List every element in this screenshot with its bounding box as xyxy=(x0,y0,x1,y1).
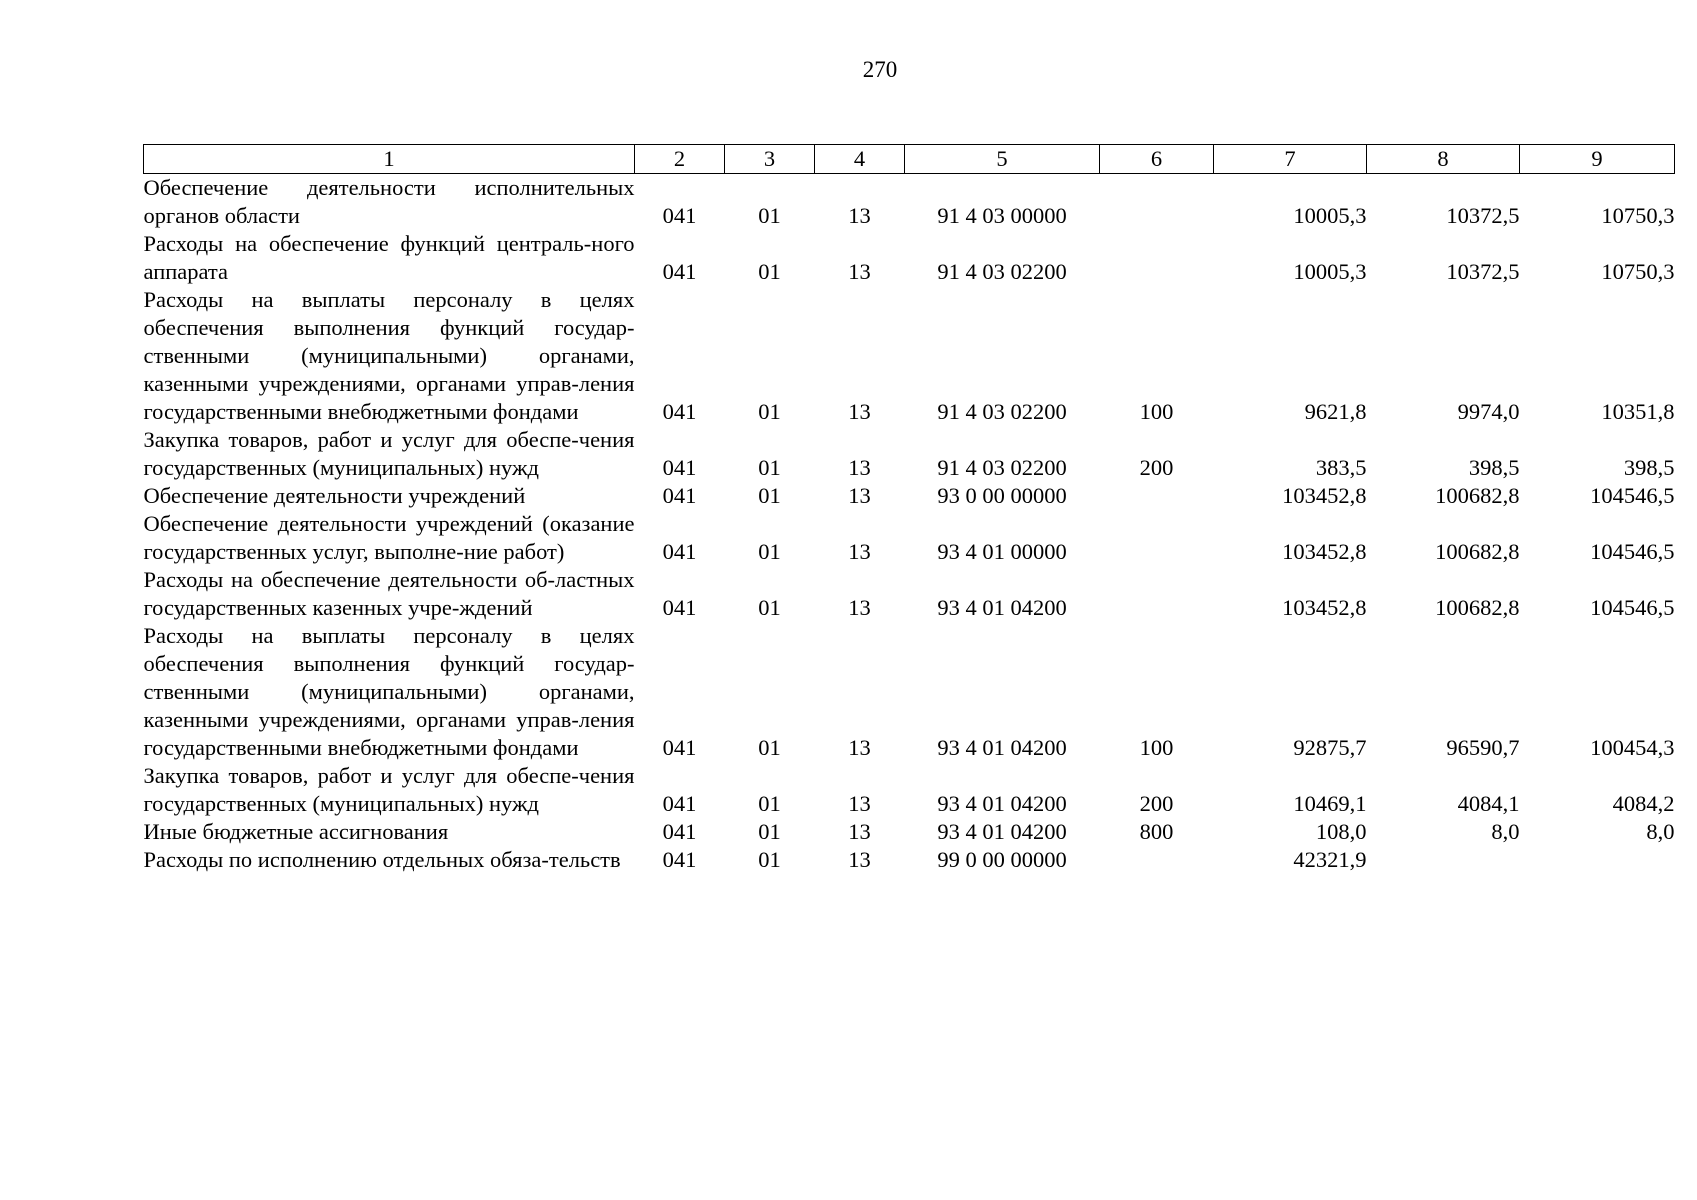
cell-col-7: 103452,8 xyxy=(1282,483,1367,508)
header-col-3: 3 xyxy=(725,145,815,174)
cell-col-4: 13 xyxy=(848,819,871,844)
cell-col-3: 01 xyxy=(758,595,781,620)
cell-col-3: 01 xyxy=(758,259,781,284)
cell-col-9: 8,0 xyxy=(1646,819,1675,844)
cell-col-2: 041 xyxy=(662,259,697,284)
cell-col-8: 8,0 xyxy=(1491,819,1520,844)
cell-col-5: 93 4 01 04200 xyxy=(937,595,1067,620)
cell-col-9: 104546,5 xyxy=(1590,539,1675,564)
cell-col-6 xyxy=(1100,174,1214,231)
cell-col-9 xyxy=(1520,846,1675,874)
cell-col-5: 93 4 01 04200 xyxy=(937,735,1067,760)
row-name: Иные бюджетные ассигнования xyxy=(143,819,449,844)
cell-col-3: 01 xyxy=(758,735,781,760)
cell-col-2: 041 xyxy=(662,791,697,816)
header-col-5: 5 xyxy=(905,145,1100,174)
row-name: Расходы на обеспечение деятельности об-ластных государственных казенных учре-ждений xyxy=(143,567,635,620)
cell-col-4: 13 xyxy=(848,483,871,508)
header-col-4: 4 xyxy=(815,145,905,174)
cell-col-9: 100454,3 xyxy=(1590,735,1675,760)
cell-col-8: 100682,8 xyxy=(1435,539,1520,564)
cell-col-7: 383,5 xyxy=(1315,455,1367,480)
cell-col-9: 104546,5 xyxy=(1590,595,1675,620)
cell-col-4: 13 xyxy=(848,847,871,872)
cell-col-8: 100682,8 xyxy=(1435,483,1520,508)
cell-col-8 xyxy=(1367,846,1520,874)
cell-col-4: 13 xyxy=(848,399,871,424)
cell-col-9: 10750,3 xyxy=(1601,259,1675,284)
budget-table xyxy=(143,144,1675,874)
table-body xyxy=(144,174,1675,875)
cell-col-8: 9974,0 xyxy=(1457,399,1520,424)
cell-col-3: 01 xyxy=(758,483,781,508)
cell-col-7: 92875,7 xyxy=(1293,735,1367,760)
cell-col-9: 10351,8 xyxy=(1601,399,1675,424)
cell-col-2: 041 xyxy=(662,399,697,424)
cell-col-8: 4084,1 xyxy=(1457,791,1520,816)
header-col-2: 2 xyxy=(635,145,725,174)
cell-col-6: 200 xyxy=(1139,455,1174,480)
cell-col-8: 10372,5 xyxy=(1446,203,1520,228)
row-name: Расходы на выплаты персоналу в целях обеспечения выполнения функций государ-ственными (муниципальными) органами, казенными учреждениями, органами управ-ления государственными внебюджетными фондами xyxy=(143,623,635,760)
cell-col-7: 10005,3 xyxy=(1293,203,1367,228)
cell-col-2: 041 xyxy=(662,595,697,620)
row-name: Обеспечение деятельности учреждений xyxy=(143,483,526,508)
header-col-1: 1 xyxy=(144,145,635,174)
cell-col-2: 041 xyxy=(662,455,697,480)
row-name: Обеспечение деятельности учреждений (оказание государственных услуг, выполне-ние работ) xyxy=(143,511,635,564)
header-col-7: 7 xyxy=(1214,145,1367,174)
table-row xyxy=(144,622,1675,762)
row-name: Закупка товаров, работ и услуг для обеспе-чения государственных (муниципальных) нужд xyxy=(143,763,635,816)
table-row xyxy=(144,566,1675,622)
cell-col-6 xyxy=(1100,482,1214,510)
cell-col-6 xyxy=(1100,566,1214,622)
cell-col-6 xyxy=(1100,846,1214,874)
table-row xyxy=(144,846,1675,874)
row-name: Обеспечение деятельности исполнительных органов области xyxy=(143,175,635,228)
cell-col-7: 10005,3 xyxy=(1293,259,1367,284)
cell-col-5: 99 0 00 00000 xyxy=(937,847,1067,872)
cell-col-7: 9621,8 xyxy=(1304,399,1367,424)
cell-col-9: 398,5 xyxy=(1623,455,1675,480)
cell-col-3: 01 xyxy=(758,539,781,564)
table-row xyxy=(144,762,1675,818)
cell-col-6: 100 xyxy=(1139,735,1174,760)
cell-col-3: 01 xyxy=(758,203,781,228)
table-row xyxy=(144,482,1675,510)
cell-col-4: 13 xyxy=(848,203,871,228)
cell-col-5: 93 4 01 04200 xyxy=(937,791,1067,816)
cell-col-4: 13 xyxy=(848,539,871,564)
cell-col-5: 93 4 01 00000 xyxy=(937,539,1067,564)
cell-col-4: 13 xyxy=(848,791,871,816)
cell-col-2: 041 xyxy=(662,847,697,872)
cell-col-6 xyxy=(1100,230,1214,286)
cell-col-5: 93 0 00 00000 xyxy=(937,483,1067,508)
header-col-8: 8 xyxy=(1367,145,1520,174)
table-header xyxy=(144,145,1675,174)
cell-col-5: 91 4 03 02200 xyxy=(937,399,1067,424)
cell-col-6: 200 xyxy=(1139,791,1174,816)
table-row xyxy=(144,230,1675,286)
cell-col-8: 398,5 xyxy=(1468,455,1520,480)
cell-col-9: 10750,3 xyxy=(1601,203,1675,228)
cell-col-3: 01 xyxy=(758,399,781,424)
cell-col-3: 01 xyxy=(758,819,781,844)
table-row xyxy=(144,818,1675,846)
row-name: Закупка товаров, работ и услуг для обеспе-чения государственных (муниципальных) нужд xyxy=(143,427,635,480)
cell-col-7: 103452,8 xyxy=(1282,595,1367,620)
cell-col-7: 103452,8 xyxy=(1282,539,1367,564)
cell-col-2: 041 xyxy=(662,203,697,228)
cell-col-4: 13 xyxy=(848,735,871,760)
cell-col-2: 041 xyxy=(662,483,697,508)
cell-col-8: 96590,7 xyxy=(1446,735,1520,760)
cell-col-8: 10372,5 xyxy=(1446,259,1520,284)
cell-col-7: 42321,9 xyxy=(1293,847,1367,872)
cell-col-6: 800 xyxy=(1139,819,1174,844)
cell-col-9: 4084,2 xyxy=(1612,791,1675,816)
row-name: Расходы на обеспечение функций централь-ного аппарата xyxy=(143,231,635,284)
cell-col-4: 13 xyxy=(848,595,871,620)
cell-col-6: 100 xyxy=(1139,399,1174,424)
cell-col-5: 91 4 03 00000 xyxy=(937,203,1067,228)
cell-col-5: 91 4 03 02200 xyxy=(937,455,1067,480)
cell-col-2: 041 xyxy=(662,735,697,760)
cell-col-6 xyxy=(1100,510,1214,566)
header-col-9: 9 xyxy=(1520,145,1675,174)
cell-col-7: 108,0 xyxy=(1315,819,1367,844)
cell-col-3: 01 xyxy=(758,455,781,480)
row-name: Расходы на выплаты персоналу в целях обеспечения выполнения функций государ-ственными (муниципальными) органами, казенными учреждениями, органами управ-ления государственными внебюджетными фондами xyxy=(143,287,635,424)
cell-col-3: 01 xyxy=(758,847,781,872)
cell-col-5: 93 4 01 04200 xyxy=(937,819,1067,844)
cell-col-2: 041 xyxy=(662,819,697,844)
cell-col-3: 01 xyxy=(758,791,781,816)
table-row xyxy=(144,510,1675,566)
cell-col-7: 10469,1 xyxy=(1293,791,1367,816)
table-row xyxy=(144,174,1675,231)
cell-col-4: 13 xyxy=(848,259,871,284)
cell-col-9: 104546,5 xyxy=(1590,483,1675,508)
cell-col-5: 91 4 03 02200 xyxy=(937,259,1067,284)
table-row xyxy=(144,286,1675,426)
page-number: 270 xyxy=(862,57,898,82)
table-row xyxy=(144,426,1675,482)
header-col-6: 6 xyxy=(1100,145,1214,174)
cell-col-4: 13 xyxy=(848,455,871,480)
row-name: Расходы по исполнению отдельных обяза-тельств xyxy=(143,847,621,872)
cell-col-2: 041 xyxy=(662,539,697,564)
cell-col-8: 100682,8 xyxy=(1435,595,1520,620)
